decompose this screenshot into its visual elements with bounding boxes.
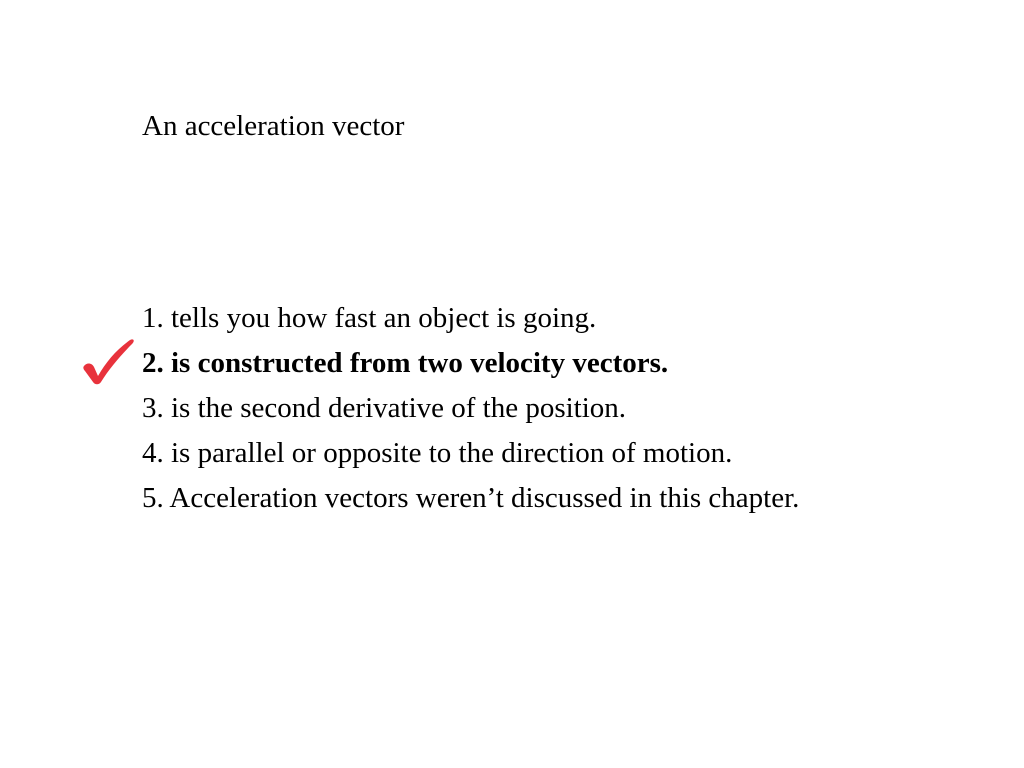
answer-options xyxy=(142,296,799,521)
question-text: An acceleration vector xyxy=(142,110,405,142)
answer-option-3: 3. is the second derivative of the position. xyxy=(142,392,627,424)
answer-option-5: 5. Acceleration vectors weren’t discussed in this chapter. xyxy=(142,482,800,514)
checkmark-icon xyxy=(80,336,136,386)
answer-option-4: 4. is parallel or opposite to the direction of motion. xyxy=(142,437,733,469)
answer-option-1: 1. tells you how fast an object is going. xyxy=(142,302,597,334)
answer-option-2-correct: 2. is constructed from two velocity vectors. xyxy=(142,347,669,379)
